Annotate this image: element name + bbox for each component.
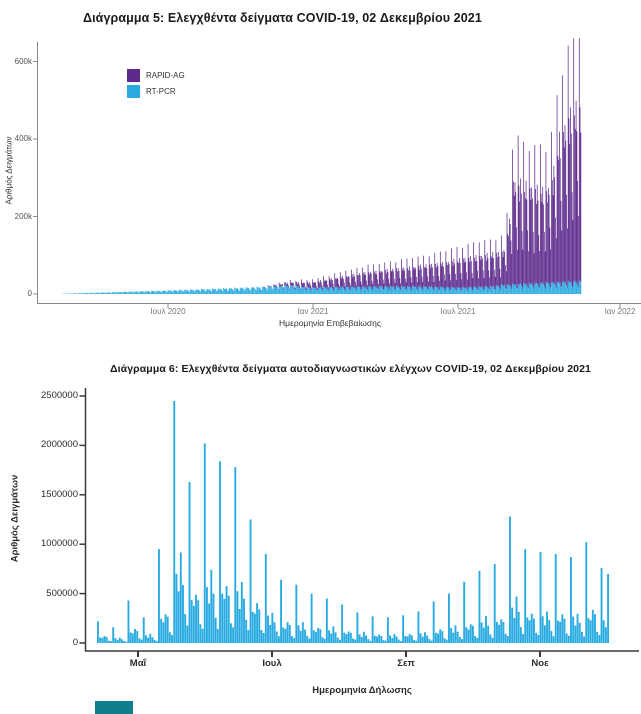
legend-swatch-rt-pcr	[127, 85, 140, 98]
page-corner-swatch	[95, 701, 133, 714]
legend-label-rt-pcr: RT-PCR	[146, 87, 176, 96]
chart5-xtick-jul2021: Ιουλ 2021	[440, 307, 476, 316]
chart5-legend	[127, 69, 185, 101]
chart5-ytick-400k: 400k	[14, 134, 32, 143]
legend-label-rapid-ag: RAPID-AG	[146, 71, 185, 80]
chart5-xtick-jul2020: Ιουλ 2020	[150, 307, 186, 316]
chart6-ytick-1500000: 1500000	[41, 489, 78, 500]
chart6-x-axis-title: Ημερομηνία Δήλωσης	[312, 685, 412, 696]
chart6-ytick-2000000: 2000000	[41, 439, 78, 450]
legend-swatch-rapid-ag	[127, 69, 140, 82]
chart6-ytick-1000000: 1000000	[41, 538, 78, 549]
chart5-xtick-jan2022: Ιαν 2022	[604, 307, 636, 316]
chart6-xtick-sep: Σεπ	[397, 658, 415, 669]
chart5-ytick-200k: 200k	[14, 212, 32, 221]
chart6-ytick-2500000: 2500000	[41, 390, 78, 401]
chart6-y-axis-title: Αριθμός Δειγμάτων	[9, 474, 21, 563]
chart5-ytick-0: 0	[27, 289, 32, 298]
chart6-bars	[97, 401, 609, 643]
chart6-xtick-mai: Μαΐ	[129, 658, 147, 669]
chart6-xtick-noe: Νοε	[531, 658, 549, 669]
chart6-xtick-ioul: Ιουλ	[262, 658, 282, 669]
chart5-ytick-600k: 600k	[14, 57, 32, 66]
legend-item-rapid-ag	[127, 69, 185, 82]
chart5-y-axis-title: Αριθμός Δειγμάτων	[4, 136, 14, 205]
chart6-title: Διάγραμμα 6: Ελεγχθέντα δείγματα αυτοδιαγνωστικών ελέγχων COVID-19, 02 Δεκεμβρίου 2021	[110, 363, 591, 375]
chart6-ytick-500000: 500000	[46, 588, 78, 599]
chart5-title: Διάγραμμα 5: Ελεγχθέντα δείγματα COVID-19, 02 Δεκεμβρίου 2021	[83, 11, 482, 25]
legend-item-rt-pcr	[127, 85, 185, 98]
chart5-xtick-jan2021: Ιαν 2021	[297, 307, 329, 316]
chart6-ytick-0: 0	[72, 637, 78, 648]
chart5-x-axis-title: Ημερομηνία Επιβεβαίωσης	[279, 318, 381, 328]
